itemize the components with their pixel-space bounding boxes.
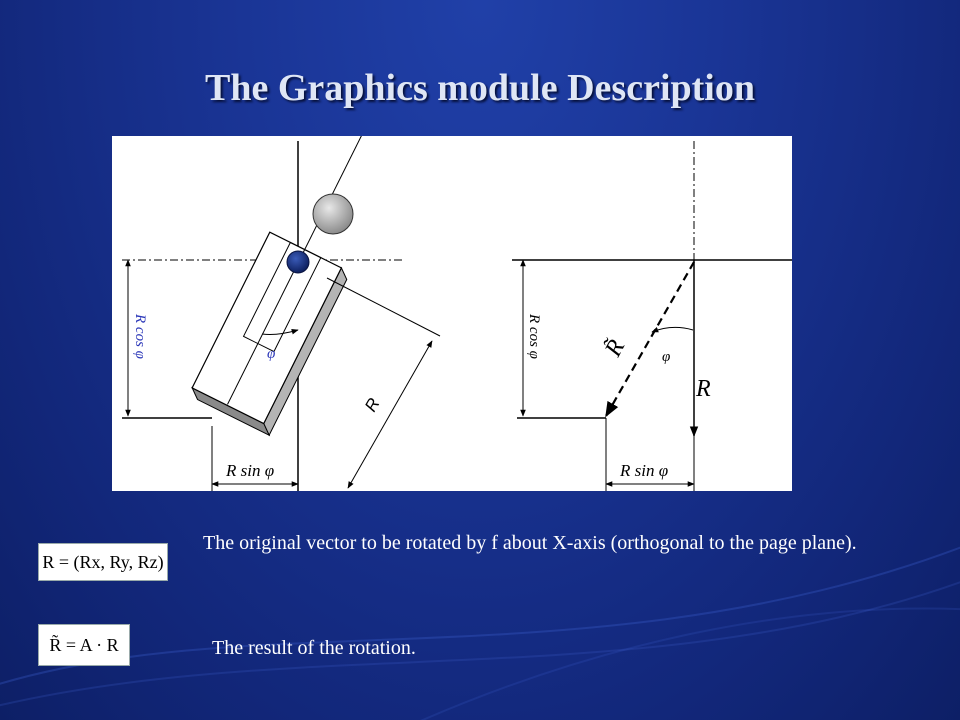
left-r-dimension [348,341,432,488]
right-rsin-label: R sin φ [620,461,669,480]
slide-title: The Graphics module Description [205,67,755,109]
right-r-label: R [696,376,711,402]
right-r-tilde-label: R̃ [600,335,631,361]
equation-result-text: R̃ = A · R [49,634,119,655]
left-panel [122,136,440,491]
description-original-vector: The original vector to be rotated by f about X-axis (orthogonal to the page plane). [203,532,857,554]
pendulum-ball [313,194,353,234]
right-rcos-label: R cos φ [526,314,542,359]
right-angle-arc [652,327,693,332]
left-r-label: R [361,394,384,415]
pivot-point [287,251,309,273]
right-vector-r-tilde [606,262,694,416]
equation-original-vector [38,543,168,581]
left-phi-label: φ [267,346,276,362]
rotation-diagram [112,136,792,491]
left-r-extension-top [327,278,440,336]
equation-rotation-result [38,624,130,666]
right-panel [512,141,792,491]
left-rcos-label: R cos φ [132,314,148,359]
pendulum-body [189,136,436,435]
description-rotation-result: The result of the rotation. [212,637,416,659]
left-rsin-label: R sin φ [226,461,275,480]
right-phi-label: φ [662,349,671,365]
equation-original-text: R = (Rx, Ry, Rz) [42,551,164,572]
